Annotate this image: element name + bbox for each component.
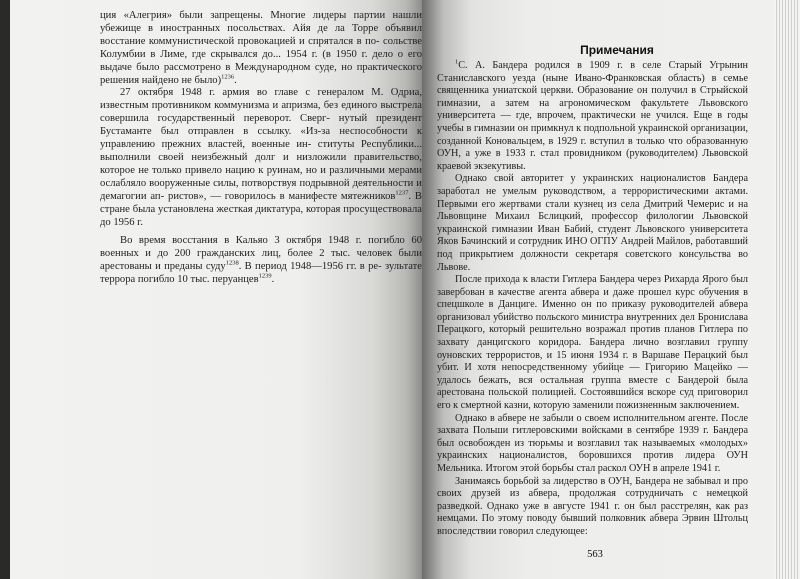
text-line: силы, потворствуя подрывной деятельности и демагогии ап- bbox=[100, 177, 422, 202]
text-line: неспособности к управлению прежних властей, военные ин- bbox=[100, 126, 422, 151]
text-line: выстрела совершила государственный переворот. Сверг- bbox=[100, 100, 423, 125]
note-paragraph: Однако свой авторитет у украинских националистов Бандера заработал не умелым руководством, а террористическими актами. Первыми его жертвами стали кузнец из села Дмитрий Чемерис и на Львовщине Михаил Бслицкий, профессор филологии Львовской украинской гимназии Иван Бабий, студент Львовского университета Яков Бачинский и сотрудник ИНО ОГПУ Андрей Майлов, работавший под прикрытием должности секретаря советского консульства во Львове. bbox=[437, 173, 748, 273]
text-line: зультате террора погибло 10 тыс. перуанцев bbox=[100, 261, 422, 286]
text-line: известным противником коммунизма и апризма, без единого bbox=[100, 100, 378, 112]
text-line: арестованы и преданы суду bbox=[100, 261, 226, 273]
footnote-ref: 1237 bbox=[395, 189, 409, 197]
text-line: была установлена жесткая диктатура, которая просуществовала bbox=[132, 203, 422, 215]
text-line: восстание коммунистической провокацией и спрятался в по- bbox=[100, 35, 380, 47]
note-paragraph: $^1$С. А. Бандера родился в 1909 г. в селе Старый Угрынин Станиславского уезда (ныне Ивано-Франковская область) в семье священника униатской церкви. Образование он получил в Стрыйской гимназии, а затем на агрономическом факультете Львовского университета — где, впрочем, практически не учился. Еще в годы учебы в гимназии он примкнул к подпольной украинской организации, созданной Коновальцем, в 1929 г. вступил в только что образованную ОУН, а уже в 1933 г. стал провидником (руководителем) Львовской краевой экзекутивы. bbox=[437, 58, 748, 172]
text-line: ристов», — говорилось в манифесте мятежников bbox=[168, 190, 396, 202]
page-number: 563 bbox=[587, 549, 603, 560]
text-line: убежище в иностранных посольствах. Айя де ла Торре объявил bbox=[100, 22, 422, 34]
text-line: нутый президент Бустаманте был отправлен в ссылку. «Из-за bbox=[100, 113, 423, 138]
period: . bbox=[234, 74, 237, 86]
text-line: ция «Алегрия» были запрещены. Многие лидеры партии нашли bbox=[100, 10, 422, 21]
note-paragraph: После прихода к власти Гитлера Бандера через Рихарда Ярого был завербован в качестве агента абвера и даже прошел курс обучения в спецшколе в Данциге. Именно он по приказу руководителей абвера организовал убийство польского министра внутренних дел Бронислава Перацкого, который решительно возражал против планов Гитлера по захвату данцигского коридора. Бандера лично возглавил группу оуновских террористов, и 15 июня 1934 г. в Варшаве Перацкий был убит. И хотя непосредственному убийце — Григорию Мацейко — удалось бежать, вся остальная группа вместе с Бандерой была арестована польской полицией. Состоявшийся вскоре суд приговорил его к смертной казни, которую заменили пожизненным заключением. bbox=[437, 274, 748, 412]
footnote-ref: 1236 bbox=[221, 73, 235, 80]
note-paragraph: Однако в абвере не забыли о своем исполнительном агенте. После захвата Польши гитлеровскими войсками в сентябре 1939 г. Бандера был освобожден из тюрьмы и возглавил так называемых «молодых» украинских националистов, боровшихся против лидера ОУН Мельника. Итогом этой борьбы стал раскол ОУН в апреле 1941 г. bbox=[437, 412, 748, 474]
text-line: 27 октября 1948 г. армия во главе с генералом М. Одриа, bbox=[120, 87, 422, 99]
text-line: дело о его выдаче было рассмотрено в Международном суде, bbox=[100, 48, 422, 73]
text-line: до 1956 г. bbox=[100, 216, 143, 228]
footnote-ref: 1239 bbox=[258, 272, 272, 280]
text-line: ституты Республики... выполнили своей неизбежный долг и bbox=[100, 139, 422, 163]
text-line: военных и до 200 гражданских лиц, более 2 тыс. человек были bbox=[100, 248, 422, 260]
text-line: сольстве Колумбии в Лиме, где скрывался до... 1954 г. (в 1950 г. bbox=[100, 35, 422, 60]
left-page-text bbox=[100, 10, 422, 287]
period: . bbox=[271, 274, 275, 286]
text-line: Во время восстания в Кальяо 3 октября 1948 г. погибло 60 bbox=[120, 235, 422, 247]
section-title: Примечания bbox=[580, 43, 654, 57]
page-edges bbox=[774, 0, 800, 579]
note-paragraph: Занимаясь борьбой за лидерство в ОУН, Бандера не забывал и про своих друзей из абвера, продолжая сотрудничать с немецкой разведкой. Однако уже в августе 1941 г. он был расстрелян, как раз немцами. По этому поводу бывший полковник абвера Эрвин Штольц впоследствии говорил следующее: bbox=[437, 475, 748, 537]
text-line: но практического решения найдено не было) bbox=[100, 61, 422, 86]
scanner-background bbox=[0, 0, 10, 579]
text-line: к руинам, но и различными мерами ослабляло вооруженные bbox=[100, 164, 422, 189]
note-number: 1 bbox=[455, 58, 459, 66]
footnote-ref: 1238 bbox=[225, 259, 239, 267]
text-line: низложили правительство, которое не только привело нацию bbox=[100, 151, 422, 176]
text-line: . В стране bbox=[100, 190, 423, 215]
text-line: . В период 1948—1956 гг. в ре- bbox=[238, 261, 382, 273]
notes-text bbox=[437, 60, 748, 539]
